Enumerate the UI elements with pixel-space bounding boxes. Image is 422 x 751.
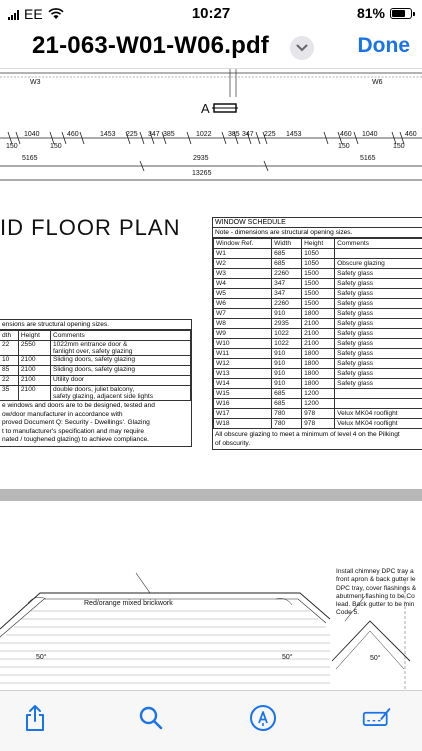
table-cell: 685 (272, 399, 302, 409)
table-cell: W13 (214, 369, 272, 379)
dim-label: 1040 (362, 131, 378, 138)
header-cell: Window Ref. (214, 239, 272, 249)
table-cell: Safety glass (335, 309, 422, 319)
table-cell: 1022 (272, 329, 302, 339)
table-cell: 35 (0, 386, 18, 401)
table-row (214, 319, 422, 329)
table-cell: W16 (214, 399, 272, 409)
door-schedule-table (0, 330, 191, 401)
window-schedule-note: Note - dimensions are structural opening sizes. (213, 228, 422, 238)
dim-label: 150 (50, 143, 62, 150)
table-row (214, 329, 422, 339)
table-cell: Safety glass (335, 289, 422, 299)
table-cell: 22 (0, 341, 18, 356)
table-cell: W2 (214, 259, 272, 269)
dim-label: 2935 (193, 155, 209, 162)
table-cell: 978 (302, 409, 335, 419)
door-schedule (0, 319, 192, 447)
table-cell (50, 356, 190, 366)
window-schedule-footer (213, 429, 422, 449)
angle-label: 50° (36, 654, 47, 661)
table-cell: W11 (214, 349, 272, 359)
note-line: abutment flashing to be Co (336, 593, 416, 601)
table-cell: W6 (214, 299, 272, 309)
table-cell: Obscure glazing (335, 259, 422, 269)
document-title[interactable]: 21-063-W01-W06.pdf (32, 32, 269, 60)
comment-line: 1022mm entrance door & (53, 341, 188, 348)
comment-line: double doors, juliet balcony, (53, 386, 188, 393)
door-schedule-rows (0, 341, 191, 401)
share-button[interactable] (20, 703, 50, 733)
table-cell: 2100 (18, 356, 50, 366)
table-cell: 1800 (302, 369, 335, 379)
table-cell: 910 (272, 359, 302, 369)
floor-plan-title: ID FLOOR PLAN (0, 215, 180, 241)
table-row (214, 399, 422, 409)
signature-button[interactable] (362, 703, 392, 733)
table-row (214, 409, 422, 419)
table-cell: 1200 (302, 389, 335, 399)
table-cell: Safety glass (335, 369, 422, 379)
table-cell: W8 (214, 319, 272, 329)
signature-icon (362, 705, 392, 731)
table-cell: 1800 (302, 309, 335, 319)
table-cell: 910 (272, 369, 302, 379)
footer-line: of obscurity. (215, 439, 422, 448)
table-cell: W10 (214, 339, 272, 349)
dim-label: 5165 (360, 155, 376, 162)
table-cell: 780 (272, 409, 302, 419)
table-cell: 2100 (302, 319, 335, 329)
footer-line: t to manufacturer's specification and may require (2, 428, 188, 437)
header-cell: Comments (50, 331, 190, 341)
search-button[interactable] (136, 703, 166, 733)
table-cell: Safety glass (335, 299, 422, 309)
table-cell: 2100 (302, 329, 335, 339)
table-cell: 978 (302, 419, 335, 429)
table-row (214, 389, 422, 399)
comment-line: fanlight over, safety glazing (53, 348, 188, 355)
comment-line: Sliding doors, safety glazing (53, 366, 188, 373)
table-cell: Safety glass (335, 269, 422, 279)
dim-label: 150 (393, 143, 405, 150)
table-cell: 1500 (302, 299, 335, 309)
table-cell (50, 341, 190, 356)
table-row (0, 341, 191, 356)
table-cell: Velux MK04 rooflight (335, 409, 422, 419)
header-cell: Comments (335, 239, 422, 249)
table-cell: 85 (0, 366, 18, 376)
section-marker-label: A (201, 101, 210, 116)
note-line: front apron & back gutter le (336, 576, 416, 584)
table-cell: Safety glass (335, 339, 422, 349)
table-cell: 347 (272, 279, 302, 289)
table-cell: 780 (272, 419, 302, 429)
comment-line: Sliding doors, safety glazing (53, 356, 188, 363)
table-cell: 1500 (302, 279, 335, 289)
table-cell: 1022 (272, 339, 302, 349)
dim-label: 225 (264, 131, 276, 138)
table-row (214, 309, 422, 319)
note-line: Code 5. (336, 609, 416, 617)
table-row (0, 376, 191, 386)
table-row (214, 359, 422, 369)
note-line: Install chimney DPC tray a (336, 568, 416, 576)
table-cell: 347 (272, 289, 302, 299)
page-separator (0, 489, 422, 501)
table-cell: 2550 (18, 341, 50, 356)
table-cell (335, 249, 422, 259)
status-right (357, 5, 412, 21)
table-row (0, 386, 191, 401)
header-cell: Height (302, 239, 335, 249)
dim-label: 1040 (24, 131, 40, 138)
table-cell: 910 (272, 379, 302, 389)
table-cell: Velux MK04 rooflight (335, 419, 422, 429)
table-cell: Safety glass (335, 319, 422, 329)
header-cell: dth (0, 331, 18, 341)
footer-line: e windows and doors are to be designed, tested and (2, 402, 188, 411)
table-row (214, 279, 422, 289)
door-schedule-footer (0, 401, 191, 446)
table-cell: Safety glass (335, 279, 422, 289)
door-schedule-note: ensions are structural opening sizes. (0, 320, 191, 330)
label-w6: W6 (372, 79, 383, 86)
dim-label: 5165 (22, 155, 38, 162)
table-cell: Safety glass (335, 329, 422, 339)
dim-label: 460 (67, 131, 79, 138)
brickwork-label: Red/orange mixed brickwork (84, 600, 173, 607)
title-menu-button[interactable] (290, 36, 314, 60)
share-icon (23, 704, 47, 732)
window-schedule (212, 217, 422, 450)
table-cell: Safety glass (335, 349, 422, 359)
table-cell: 910 (272, 309, 302, 319)
table-cell: 2260 (272, 299, 302, 309)
dim-label: 385 (163, 131, 175, 138)
table-cell: W5 (214, 289, 272, 299)
chimney-note (336, 568, 416, 618)
table-cell: W12 (214, 359, 272, 369)
window-schedule-table (213, 238, 422, 429)
dim-label: 13265 (192, 170, 211, 177)
chevron-down-icon (296, 44, 308, 52)
table-row (214, 289, 422, 299)
battery-fill (392, 10, 405, 17)
table-row (214, 259, 422, 269)
table-cell: 1800 (302, 359, 335, 369)
battery-percent: 81% (357, 5, 385, 21)
table-cell: W9 (214, 329, 272, 339)
note-line: DPC tray, cover flashings & (336, 585, 416, 593)
table-cell: 2260 (272, 269, 302, 279)
table-row (0, 366, 191, 376)
clock: 10:27 (0, 5, 422, 22)
table-row (214, 419, 422, 429)
status-bar (0, 0, 422, 26)
table-cell: 2935 (272, 319, 302, 329)
table-cell: 1800 (302, 379, 335, 389)
label-w3: W3 (30, 79, 41, 86)
table-cell (335, 399, 422, 409)
table-row (0, 356, 191, 366)
table-cell: 1800 (302, 349, 335, 359)
dim-label: 1453 (100, 131, 116, 138)
table-cell: 2100 (18, 366, 50, 376)
table-row (214, 379, 422, 389)
table-cell: 1500 (302, 289, 335, 299)
table-cell: W7 (214, 309, 272, 319)
table-row (214, 249, 422, 259)
window-schedule-title: WINDOW SCHEDULE (213, 218, 422, 228)
dim-label: 460 (340, 131, 352, 138)
table-cell: 1050 (302, 259, 335, 269)
pdf-document-view[interactable] (0, 69, 422, 689)
table-cell (50, 376, 190, 386)
dim-label: 385 (228, 131, 240, 138)
footer-line: nated / toughened glazing) to achieve compliance. (2, 436, 188, 445)
table-cell: W3 (214, 269, 272, 279)
table-row (214, 369, 422, 379)
table-row (214, 339, 422, 349)
table-cell (50, 366, 190, 376)
table-cell: Safety glass (335, 379, 422, 389)
table-cell: 10 (0, 356, 18, 366)
dim-label: 1453 (286, 131, 302, 138)
table-cell: 2100 (302, 339, 335, 349)
footer-line: All obscure glazing to meet a minimum of level 4 on the Pilkingt (215, 430, 422, 439)
dim-label: 225 (126, 131, 138, 138)
carrier-label: EE (24, 6, 43, 22)
table-row (214, 299, 422, 309)
markup-icon (249, 704, 277, 732)
note-line: lead. Back gutter to be min (336, 601, 416, 609)
angle-label: 50° (370, 655, 381, 662)
dim-label: 1022 (196, 131, 212, 138)
table-cell: W15 (214, 389, 272, 399)
dim-label: 347 (148, 131, 160, 138)
search-icon (138, 705, 164, 731)
table-cell: Safety glass (335, 359, 422, 369)
table-cell: 1050 (302, 249, 335, 259)
angle-label: 50° (282, 654, 293, 661)
comment-line: safety glazing, adjacent side lights (53, 393, 188, 400)
header-cell: Width (272, 239, 302, 249)
dim-label: 347 (242, 131, 254, 138)
window-schedule-rows (214, 249, 422, 429)
table-cell: 685 (272, 249, 302, 259)
table-cell: 1500 (302, 269, 335, 279)
title-bar (0, 26, 422, 69)
bottom-toolbar (0, 690, 422, 751)
table-row (214, 349, 422, 359)
dim-label: 150 (338, 143, 350, 150)
table-cell: W18 (214, 419, 272, 429)
table-cell: W1 (214, 249, 272, 259)
table-cell: 22 (0, 376, 18, 386)
table-row (214, 269, 422, 279)
table-cell: 685 (272, 259, 302, 269)
table-cell (50, 386, 190, 401)
table-header-row (0, 331, 191, 341)
table-cell: W17 (214, 409, 272, 419)
battery-icon (390, 8, 412, 19)
table-cell: 910 (272, 349, 302, 359)
header-cell: Height (18, 331, 50, 341)
comment-line: Utility door (53, 376, 188, 383)
dim-label: 150 (6, 143, 18, 150)
table-header-row (214, 239, 422, 249)
table-cell: 685 (272, 389, 302, 399)
footer-line: ow/door manufacturer in accordance with (2, 411, 188, 420)
markup-button[interactable] (248, 703, 278, 733)
table-cell: 2100 (18, 386, 50, 401)
table-cell: W14 (214, 379, 272, 389)
table-cell: 2100 (18, 376, 50, 386)
footer-line: proved Document Q: Security - Dwellings'. Glazing (2, 419, 188, 428)
dim-label: 460 (405, 131, 417, 138)
table-cell (335, 389, 422, 399)
table-cell: W4 (214, 279, 272, 289)
table-cell: 1200 (302, 399, 335, 409)
done-button[interactable]: Done (358, 34, 411, 58)
